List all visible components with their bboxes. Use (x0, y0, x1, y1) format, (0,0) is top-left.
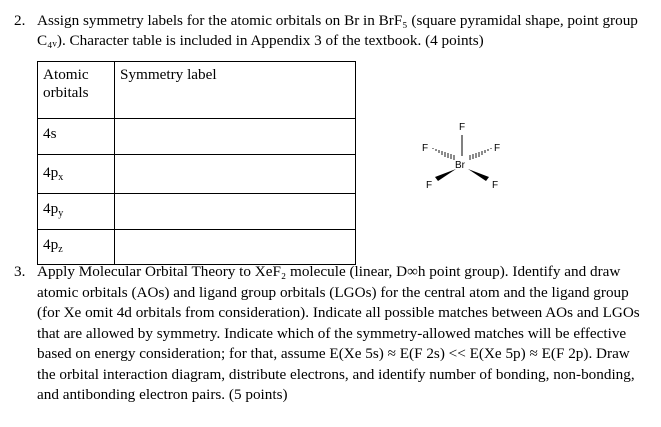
question-2-number: 2. (14, 12, 26, 29)
table-row (38, 155, 356, 194)
hashed-bond-left (433, 148, 454, 160)
symmetry-label-cell[interactable] (115, 155, 356, 194)
table-row (38, 119, 356, 155)
atom-label-upper-right: F (494, 143, 501, 154)
orbital-cell (38, 194, 115, 230)
orbital-subscript: y (58, 208, 64, 219)
orbital-subscript: z (58, 244, 63, 255)
table-header-row (38, 62, 356, 119)
orbital-name: 4s (43, 125, 57, 142)
orbital-name: 4p (43, 200, 59, 217)
atom-label-lower-right: F (492, 180, 499, 191)
atom-label-lower-left: F (426, 180, 433, 191)
question-3-text: Apply Molecular Orbital Theory to XeF₂ molecule (linear, D∞h point group). Identify and draw atomic orbitals (AOs) and ligand group orbitals (LGOs) for the central atom and the ligand group (for Xe omit 4d orbitals from consideration). Indicate all possible matches between AOs and LGOs that are allowed by symmetry. Indicate which of the symmetry-allowed matches will be effective based on energy consideration; for that, assume E(Xe 5s) ≈ E(F 2s) << E(Xe 5p) ≈ E(F 2p). Draw the orbital interaction diagram, distribute electrons, and identify number of bonding, non-bonding, and antibonding electron pairs. (5 points) (37, 263, 640, 403)
orbital-name: 4p (43, 164, 59, 181)
hashed-bond-right (470, 148, 491, 160)
header-symmetry-label: Symmetry label (115, 62, 356, 119)
orbital-cell (38, 119, 115, 155)
question-3 (14, 262, 646, 406)
orbital-subscript: x (58, 172, 64, 183)
question-2 (14, 11, 646, 51)
question-3-number: 3. (14, 263, 26, 280)
wedge-bond-right (468, 169, 489, 181)
symmetry-label-cell[interactable] (115, 230, 356, 265)
brf5-structure-diagram (418, 120, 508, 200)
question-2-text: Assign symmetry labels for the atomic orbitals on Br in BrF₅ (square pyramidal shape, point group C₄ᵥ). Character table is included in Appendix 3 of the textbook. (4 points) (37, 12, 638, 49)
atom-label-central: Br (455, 160, 465, 171)
table-row (38, 230, 356, 265)
wedge-bond-left (435, 169, 456, 181)
symmetry-label-cell[interactable] (115, 194, 356, 230)
symmetry-label-cell[interactable] (115, 119, 356, 155)
atom-label-upper-left: F (422, 143, 429, 154)
orbital-cell (38, 230, 115, 265)
table-row (38, 194, 356, 230)
orbital-name: 4p (43, 236, 59, 253)
atom-label-top: F (459, 122, 466, 133)
header-atomic-orbitals: Atomic orbitals (38, 62, 115, 119)
symmetry-table (37, 61, 356, 265)
orbital-cell (38, 155, 115, 194)
